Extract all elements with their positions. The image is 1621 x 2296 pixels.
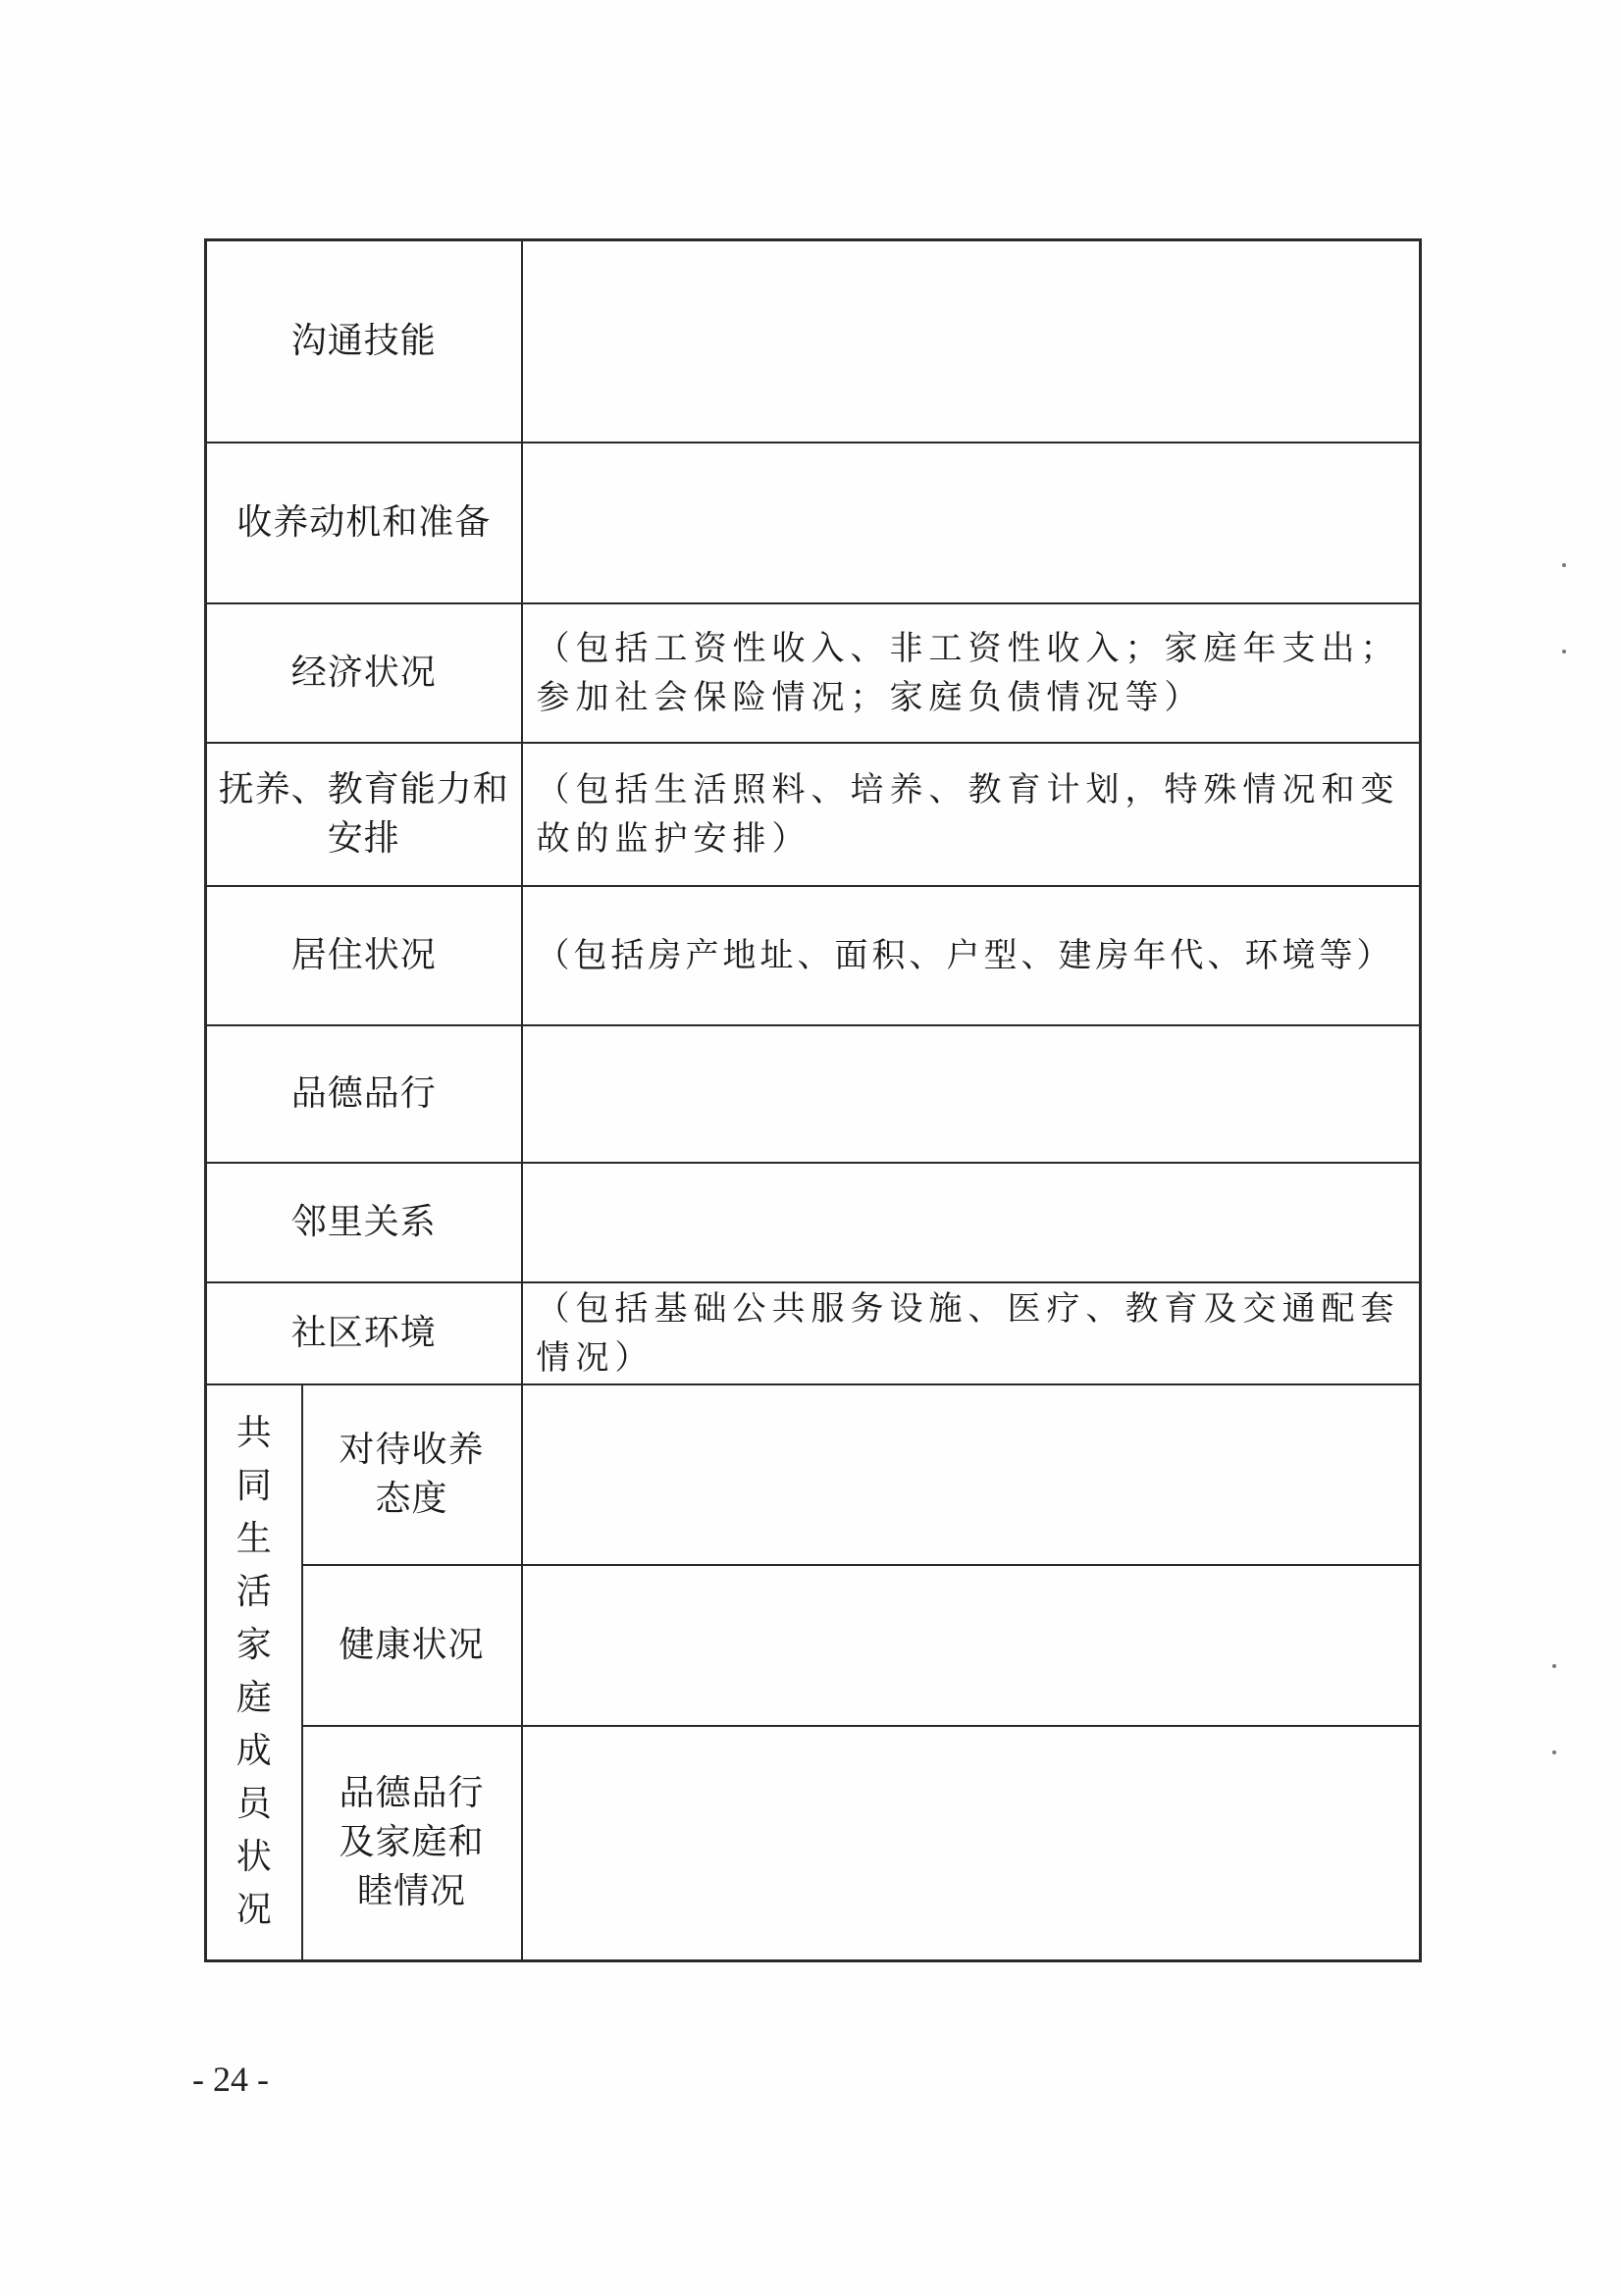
row-label: 经济状况 <box>206 603 522 743</box>
row-content-cell <box>522 1726 1421 1961</box>
scan-speck <box>1552 1664 1556 1668</box>
row-label: 品德品行 <box>206 1025 522 1163</box>
vertical-char: 活 <box>235 1572 272 1613</box>
row-content-cell: （包括基础公共服务设施、医疗、教育及交通配套情况） <box>522 1282 1421 1384</box>
vertical-char: 生 <box>235 1519 272 1560</box>
assessment-form-table <box>204 238 1422 1962</box>
scan-speck <box>1562 650 1566 653</box>
row-content-cell <box>522 240 1421 443</box>
table-row <box>206 443 1421 603</box>
table-row <box>206 1025 1421 1163</box>
row-label: 社区环境 <box>206 1282 522 1384</box>
row-label: 居住状况 <box>206 886 522 1025</box>
vertical-char: 同 <box>235 1466 272 1507</box>
row-content-cell: （包括生活照料、培养、教育计划，特殊情况和变故的监护安排） <box>522 743 1421 886</box>
table-row <box>206 240 1421 443</box>
table-row <box>206 886 1421 1025</box>
row-content-cell <box>522 1565 1421 1726</box>
subrow-label: 品德品行及家庭和睦情况 <box>302 1726 522 1961</box>
vertical-char: 家 <box>235 1625 272 1666</box>
table-row <box>206 1384 1421 1565</box>
page-number: - 24 - <box>192 2060 269 2099</box>
table-row <box>206 603 1421 743</box>
vertical-char: 成 <box>235 1731 272 1772</box>
row-content-cell <box>522 1163 1421 1282</box>
family-members-group-label <box>206 1384 302 1961</box>
table-row <box>206 1282 1421 1384</box>
scan-speck <box>1562 563 1566 567</box>
row-content-cell <box>522 443 1421 603</box>
subrow-label: 对待收养态度 <box>302 1384 522 1565</box>
row-content-cell <box>522 1025 1421 1163</box>
vertical-char: 共 <box>235 1413 272 1454</box>
vertical-char: 员 <box>235 1784 272 1825</box>
row-label: 沟通技能 <box>206 240 522 443</box>
vertical-char: 状 <box>235 1837 272 1878</box>
table-row <box>206 1163 1421 1282</box>
row-content-cell <box>522 1384 1421 1565</box>
table-row <box>206 1565 1421 1726</box>
vertical-char: 庭 <box>235 1678 272 1719</box>
row-label: 抚养、教育能力和安排 <box>206 743 522 886</box>
table-row <box>206 743 1421 886</box>
subrow-label: 健康状况 <box>302 1565 522 1726</box>
scan-speck <box>1552 1750 1556 1754</box>
row-label: 邻里关系 <box>206 1163 522 1282</box>
vertical-char: 况 <box>235 1890 272 1931</box>
row-label: 收养动机和准备 <box>206 443 522 603</box>
table-row <box>206 1726 1421 1961</box>
row-content-cell: （包括房产地址、面积、户型、建房年代、环境等） <box>522 886 1421 1025</box>
row-content-cell: （包括工资性收入、非工资性收入；家庭年支出；参加社会保险情况；家庭负债情况等） <box>522 603 1421 743</box>
